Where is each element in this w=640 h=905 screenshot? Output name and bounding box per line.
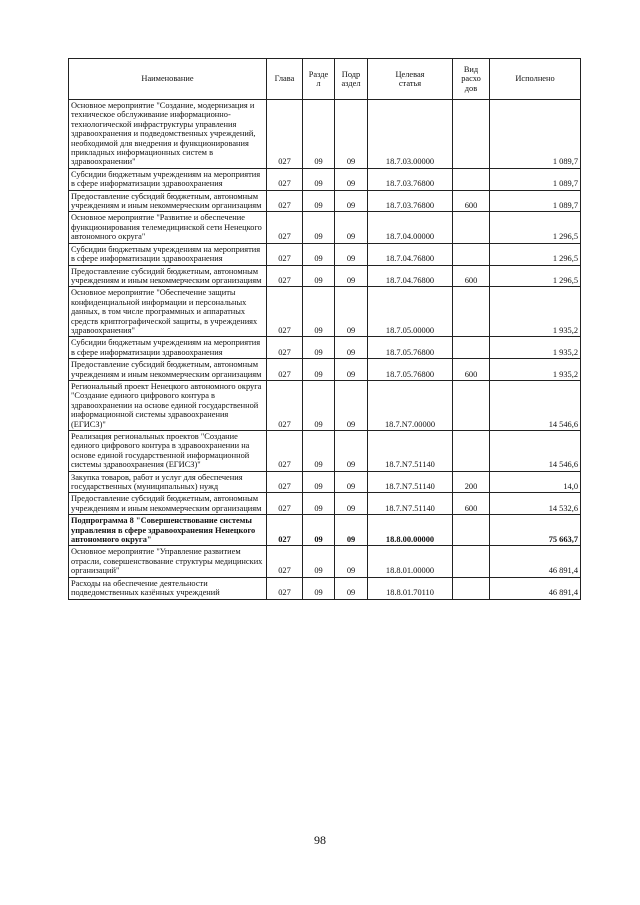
row-executed-cell: 1 089,7 <box>490 190 581 212</box>
row-target-cell: 18.7.05.76800 <box>368 337 453 359</box>
row-name-cell: Предоставление субсидий бюджетным, автономным учреждениям и иным некоммерческим организациям <box>69 265 267 287</box>
table-row <box>69 212 581 243</box>
row-section-cell: 09 <box>303 359 335 381</box>
row-name-cell: Субсидии бюджетным учреждениям на мероприятия в сфере информатизации здравоохранения <box>69 337 267 359</box>
row-name-cell: Расходы на обеспечение деятельности подведомственных казённых учреждений <box>69 577 267 599</box>
row-expense-type-cell <box>453 168 490 190</box>
row-subsection-cell: 09 <box>335 471 368 493</box>
row-subsection-cell: 09 <box>335 359 368 381</box>
row-chapter-cell: 027 <box>267 265 303 287</box>
header-executed: Исполнено <box>490 59 581 100</box>
row-executed-cell: 14,0 <box>490 471 581 493</box>
row-target-cell: 18.7.N7.51140 <box>368 471 453 493</box>
row-executed-cell: 75 663,7 <box>490 515 581 546</box>
row-subsection-cell: 09 <box>335 493 368 515</box>
row-name-cell: Основное мероприятие "Управление развитием отрасли, совершенствование структуры медицинских организаций" <box>69 546 267 577</box>
row-executed-cell: 1 935,2 <box>490 359 581 381</box>
header-expense-type: Вид расхо дов <box>453 59 490 100</box>
row-subsection-cell: 09 <box>335 337 368 359</box>
row-expense-type-cell <box>453 287 490 337</box>
row-name-cell: Предоставление субсидий бюджетным, автономным учреждениям и иным некоммерческим организациям <box>69 493 267 515</box>
budget-table <box>68 58 581 600</box>
row-subsection-cell: 09 <box>335 380 368 430</box>
table-row <box>69 471 581 493</box>
row-chapter-cell: 027 <box>267 190 303 212</box>
row-target-cell: 18.8.00.00000 <box>368 515 453 546</box>
row-section-cell: 09 <box>303 577 335 599</box>
row-section-cell: 09 <box>303 243 335 265</box>
row-section-cell: 09 <box>303 168 335 190</box>
row-section-cell: 09 <box>303 190 335 212</box>
row-executed-cell: 1 089,7 <box>490 168 581 190</box>
row-chapter-cell: 027 <box>267 337 303 359</box>
row-target-cell: 18.7.N7.51140 <box>368 493 453 515</box>
row-target-cell: 18.7.03.00000 <box>368 100 453 169</box>
row-subsection-cell: 09 <box>335 577 368 599</box>
row-target-cell: 18.7.04.76800 <box>368 243 453 265</box>
row-subsection-cell: 09 <box>335 243 368 265</box>
table-row <box>69 515 581 546</box>
row-target-cell: 18.8.01.70110 <box>368 577 453 599</box>
row-target-cell: 18.7.04.76800 <box>368 265 453 287</box>
row-section-cell: 09 <box>303 471 335 493</box>
row-executed-cell: 1 089,7 <box>490 100 581 169</box>
row-subsection-cell: 09 <box>335 212 368 243</box>
row-executed-cell: 46 891,4 <box>490 546 581 577</box>
row-executed-cell: 14 546,6 <box>490 380 581 430</box>
row-name-cell: Основное мероприятие "Создание, модернизация и техническое обслуживание информационно-технологической инфраструктуры управления здравоохранения и подведомственных учреждений, необходимой для внедрения и функционирования прикладных информационных систем в здравоохранении" <box>69 100 267 169</box>
row-expense-type-cell: 200 <box>453 471 490 493</box>
row-expense-type-cell <box>453 243 490 265</box>
row-expense-type-cell <box>453 546 490 577</box>
row-chapter-cell: 027 <box>267 546 303 577</box>
row-expense-type-cell <box>453 515 490 546</box>
row-name-cell: Подпрограмма 8 "Совершенствование системы управления в сфере здравоохранения Ненецкого автономного округа" <box>69 515 267 546</box>
row-chapter-cell: 027 <box>267 100 303 169</box>
row-executed-cell: 1 935,2 <box>490 337 581 359</box>
row-subsection-cell: 09 <box>335 190 368 212</box>
row-name-cell: Предоставление субсидий бюджетным, автономным учреждениям и иным некоммерческим организациям <box>69 190 267 212</box>
row-target-cell: 18.7.05.76800 <box>368 359 453 381</box>
row-chapter-cell: 027 <box>267 287 303 337</box>
row-expense-type-cell <box>453 337 490 359</box>
row-expense-type-cell: 600 <box>453 265 490 287</box>
table-row <box>69 380 581 430</box>
row-subsection-cell: 09 <box>335 431 368 472</box>
row-chapter-cell: 027 <box>267 471 303 493</box>
header-target: Целевая статья <box>368 59 453 100</box>
row-subsection-cell: 09 <box>335 287 368 337</box>
row-section-cell: 09 <box>303 100 335 169</box>
row-name-cell: Закупка товаров, работ и услуг для обеспечения государственных (муниципальных) нужд <box>69 471 267 493</box>
row-chapter-cell: 027 <box>267 168 303 190</box>
row-subsection-cell: 09 <box>335 546 368 577</box>
row-section-cell: 09 <box>303 493 335 515</box>
row-chapter-cell: 027 <box>267 359 303 381</box>
table-header <box>69 59 581 100</box>
table-row <box>69 493 581 515</box>
row-chapter-cell: 027 <box>267 380 303 430</box>
row-target-cell: 18.8.01.00000 <box>368 546 453 577</box>
row-subsection-cell: 09 <box>335 168 368 190</box>
row-name-cell: Региональный проект Ненецкого автономного округа "Создание единого цифрового контура в здравоохранении на основе единой государственной информационной системы здравоохранения (ЕГИСЗ)" <box>69 380 267 430</box>
row-executed-cell: 1 296,5 <box>490 243 581 265</box>
header-section: Разде л <box>303 59 335 100</box>
table-row <box>69 243 581 265</box>
table-row <box>69 337 581 359</box>
page-number: 98 <box>314 833 326 847</box>
row-section-cell: 09 <box>303 546 335 577</box>
row-section-cell: 09 <box>303 287 335 337</box>
row-executed-cell: 46 891,4 <box>490 577 581 599</box>
header-chapter: Глава <box>267 59 303 100</box>
row-section-cell: 09 <box>303 265 335 287</box>
row-target-cell: 18.7.03.76800 <box>368 168 453 190</box>
row-chapter-cell: 027 <box>267 212 303 243</box>
row-executed-cell: 1 935,2 <box>490 287 581 337</box>
row-chapter-cell: 027 <box>267 493 303 515</box>
row-section-cell: 09 <box>303 337 335 359</box>
row-expense-type-cell: 600 <box>453 190 490 212</box>
row-executed-cell: 1 296,5 <box>490 212 581 243</box>
row-chapter-cell: 027 <box>267 515 303 546</box>
row-name-cell: Предоставление субсидий бюджетным, автономным учреждениям и иным некоммерческим организациям <box>69 359 267 381</box>
row-section-cell: 09 <box>303 380 335 430</box>
row-subsection-cell: 09 <box>335 265 368 287</box>
row-name-cell: Субсидии бюджетным учреждениям на мероприятия в сфере информатизации здравоохранения <box>69 168 267 190</box>
row-subsection-cell: 09 <box>335 100 368 169</box>
table-body <box>69 100 581 600</box>
row-target-cell: 18.7.04.00000 <box>368 212 453 243</box>
row-name-cell: Основное мероприятие "Обеспечение защиты конфиденциальной информации и персональных данных, в том числе программных и аппаратных средств криптографической защиты, в учреждениях здравоохранения" <box>69 287 267 337</box>
row-expense-type-cell <box>453 212 490 243</box>
row-chapter-cell: 027 <box>267 577 303 599</box>
row-executed-cell: 1 296,5 <box>490 265 581 287</box>
row-executed-cell: 14 546,6 <box>490 431 581 472</box>
header-subsection: Подр аздел <box>335 59 368 100</box>
table-row <box>69 287 581 337</box>
table-row <box>69 265 581 287</box>
row-name-cell: Основное мероприятие "Развитие и обеспечение функционирования телемедицинской сети Ненецкого автономного округа" <box>69 212 267 243</box>
header-name: Наименование <box>69 59 267 100</box>
row-target-cell: 18.7.N7.00000 <box>368 380 453 430</box>
table-row <box>69 546 581 577</box>
row-target-cell: 18.7.N7.51140 <box>368 431 453 472</box>
row-target-cell: 18.7.03.76800 <box>368 190 453 212</box>
row-expense-type-cell: 600 <box>453 493 490 515</box>
row-target-cell: 18.7.05.00000 <box>368 287 453 337</box>
row-expense-type-cell <box>453 100 490 169</box>
row-chapter-cell: 027 <box>267 431 303 472</box>
row-section-cell: 09 <box>303 515 335 546</box>
row-expense-type-cell: 600 <box>453 359 490 381</box>
row-subsection-cell: 09 <box>335 515 368 546</box>
row-expense-type-cell <box>453 431 490 472</box>
row-name-cell: Реализация региональных проектов "Создание единого цифрового контура в здравоохранении на основе единой государственной информационной системы здравоохранения (ЕГИСЗ)" <box>69 431 267 472</box>
table-row <box>69 359 581 381</box>
table-row <box>69 577 581 599</box>
table-row <box>69 100 581 169</box>
row-name-cell: Субсидии бюджетным учреждениям на мероприятия в сфере информатизации здравоохранения <box>69 243 267 265</box>
table-row <box>69 190 581 212</box>
row-section-cell: 09 <box>303 431 335 472</box>
row-section-cell: 09 <box>303 212 335 243</box>
row-expense-type-cell <box>453 577 490 599</box>
table-row <box>69 168 581 190</box>
row-executed-cell: 14 532,6 <box>490 493 581 515</box>
table-row <box>69 431 581 472</box>
row-chapter-cell: 027 <box>267 243 303 265</box>
row-expense-type-cell <box>453 380 490 430</box>
